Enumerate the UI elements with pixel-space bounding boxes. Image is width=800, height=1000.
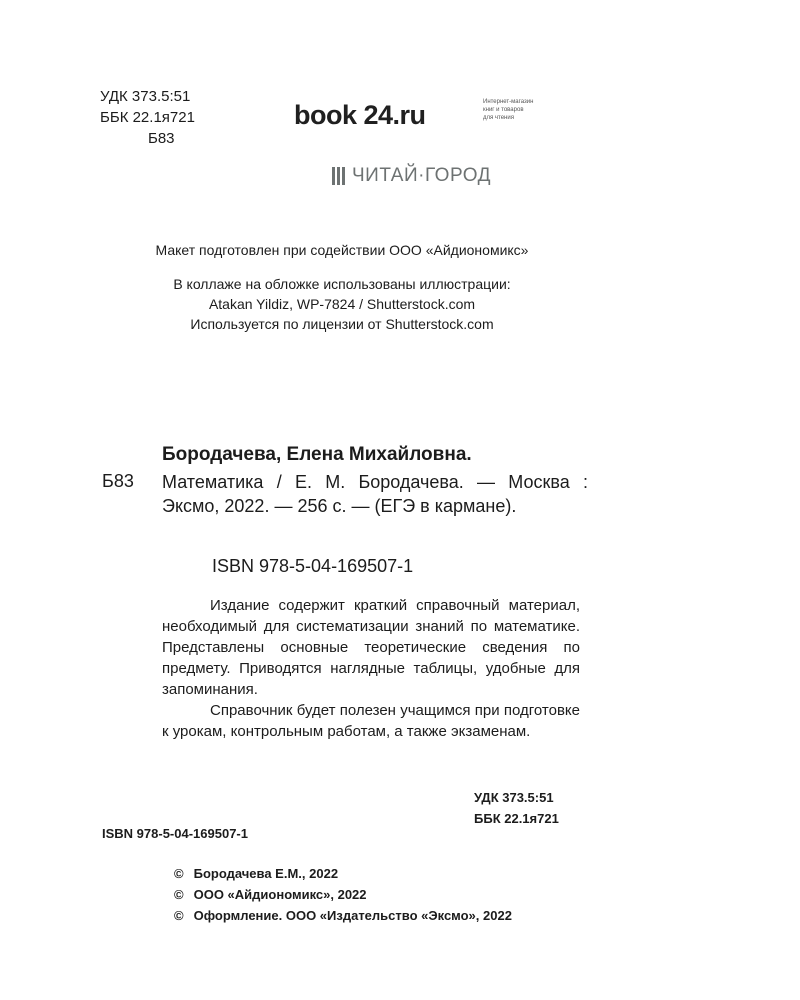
copyright-icon: © xyxy=(174,887,184,902)
udk-code: УДК 373.5:51 xyxy=(100,88,191,105)
book24-tagline-line: для чтения xyxy=(483,115,514,121)
footer-isbn: ISBN 978-5-04-169507-1 xyxy=(102,826,248,841)
footer-bbk: ББК 22.1я721 xyxy=(474,811,559,826)
book24-logo: book 24.ru xyxy=(294,100,426,130)
classification-block xyxy=(100,86,195,149)
book24-tagline-line: книг и товаров xyxy=(483,107,524,113)
record-isbn: ISBN 978-5-04-169507-1 xyxy=(212,556,414,576)
copyright-text: Бородачева Е.М., 2022 xyxy=(193,866,339,881)
book24-tagline xyxy=(483,98,533,122)
annotation-paragraph: Справочник будет полезен учащимся при подготовке к урокам, контрольным работам, а также экзаменам. xyxy=(162,702,580,740)
record-code: Б83 xyxy=(102,471,134,491)
copyright-line xyxy=(174,884,512,905)
copyright-text: Оформление. ООО «Издательство «Эксмо», 2022 xyxy=(193,908,512,923)
footer-udk: УДК 373.5:51 xyxy=(474,790,554,805)
copyright-block xyxy=(174,863,512,926)
copyright-icon: © xyxy=(174,908,184,923)
annotation xyxy=(162,595,580,742)
record-description: Математика / Е. М. Бородачева. — Москва : Эксмо, 2022. — 256 с. — (ЕГЭ в кармане). xyxy=(162,472,588,516)
book24-tagline-line: Интернет-магазин xyxy=(483,99,534,105)
author-mark: Б83 xyxy=(148,130,175,147)
copyright-text: ООО «Айдиономикс», 2022 xyxy=(193,887,367,902)
copyright-line xyxy=(174,863,512,884)
copyright-icon: © xyxy=(174,866,184,881)
cover-credit-line: Atakan Yildiz, WP-7824 / Shutterstock.com xyxy=(208,296,476,312)
chitai-gorod-logo xyxy=(332,165,491,187)
bbk-code: ББК 22.1я721 xyxy=(100,109,195,126)
chitai-gorod-wordmark: ЧИТАЙ·ГОРОД xyxy=(352,165,491,186)
copyright-line xyxy=(174,905,512,926)
record-author: Бородачева, Елена Михайловна. xyxy=(162,444,472,465)
layout-credit: Макет подготовлен при содействии ООО «Айдиономикс» xyxy=(155,242,529,258)
cover-credit-line: В коллаже на обложке использованы иллюстрации: xyxy=(173,276,511,292)
chitai-gorod-mark-icon xyxy=(332,167,349,185)
cover-credit-line: Используется по лицензии от Shutterstock.com xyxy=(190,316,494,332)
footer-codes xyxy=(474,787,559,829)
annotation-paragraph: Издание содержит краткий справочный материал, необходимый для систематизации знаний по математике. Представлены основные теоретические сведения по предмету. Приводятся наглядные таблицы, удобные для запоминания. xyxy=(162,597,580,698)
